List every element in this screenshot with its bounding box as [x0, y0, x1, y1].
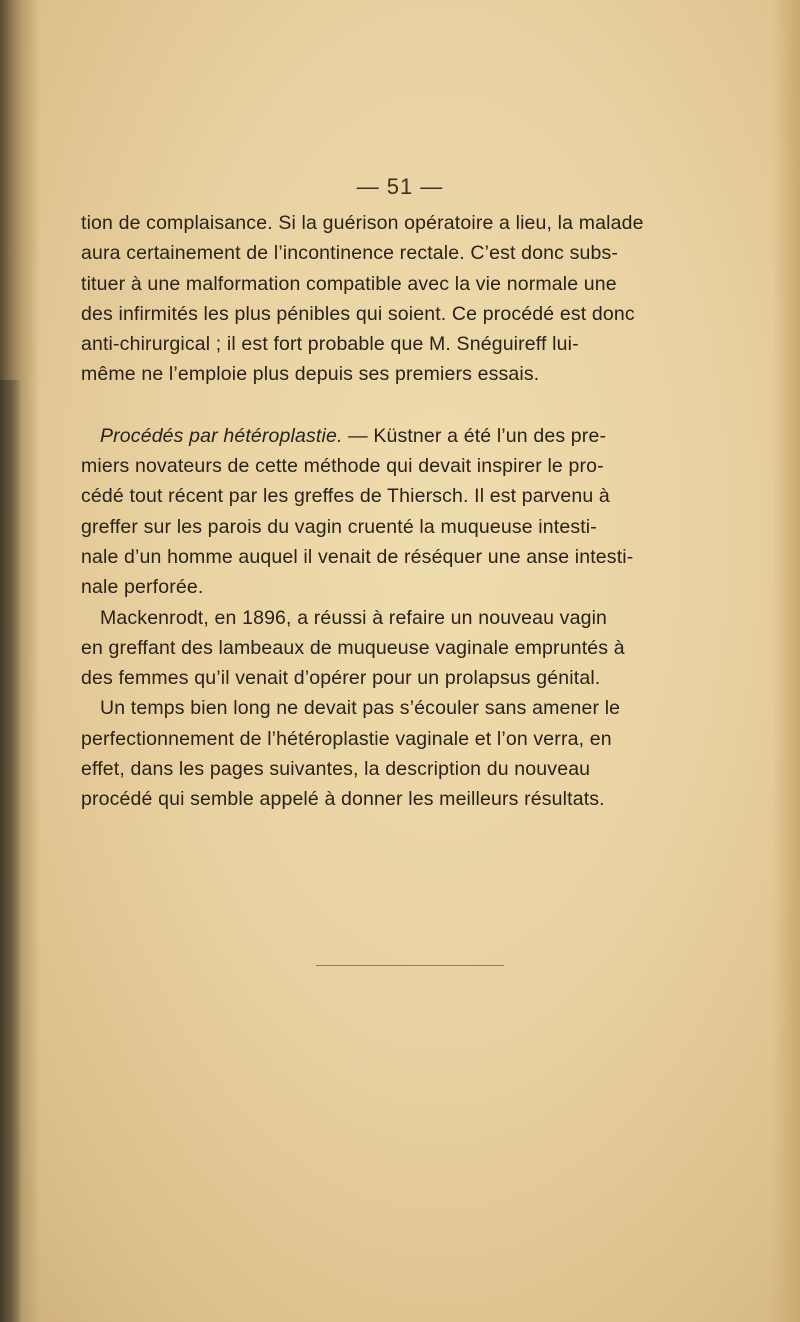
text-line: greffer sur les parois du vagin cruenté la muqueuse intesti-	[81, 515, 597, 538]
paragraph-1	[81, 208, 721, 390]
body-text	[81, 208, 721, 815]
text-line: tion de complaisance. Si la guérison opératoire a lieu, la malade	[81, 212, 644, 234]
text-line: nale d’un homme auquel il venait de réséquer une anse intesti-	[81, 545, 634, 568]
text-line: anti-chirurgical ; il est fort probable que M. Snéguireff lui-	[81, 333, 579, 356]
section-heading: Procédés par hétéroplastie.	[100, 424, 343, 447]
text-line: même ne l’emploie plus depuis ses premiers essais.	[81, 363, 540, 386]
text-line: en greffant des lambeaux de muqueuse vaginale empruntés à	[81, 636, 625, 659]
text-line: effet, dans les pages suivantes, la description du nouveau	[81, 758, 591, 781]
section-divider-rule	[316, 965, 504, 966]
text-line: Un temps bien long ne devait pas s’écouler sans amener le	[100, 697, 621, 720]
text-line: nale perforée.	[81, 576, 204, 599]
text-line: miers novateurs de cette méthode qui devait inspirer le pro-	[81, 455, 604, 478]
text-line: Mackenrodt, en 1896, a réussi à refaire un nouveau vagin	[100, 606, 608, 629]
text-line: cédé tout récent par les greffes de Thiersch. Il est parvenu à	[81, 485, 610, 508]
text-line: des femmes qu’il venait d’opérer pour un prolapsus génital.	[81, 667, 601, 690]
text-line: perfectionnement de l’hétéroplastie vaginale et l’on verra, en	[81, 727, 612, 750]
text-line: procédé qui semble appelé à donner les meilleurs résultats.	[81, 788, 605, 811]
text-line: des infirmités les plus pénibles qui soient. Ce procédé est donc	[81, 302, 635, 325]
text-line: aura certainement de l’incontinence rectale. C’est donc subs-	[81, 242, 619, 265]
paragraph-3	[81, 603, 721, 694]
paragraph-2	[81, 421, 721, 603]
page-number: — 51 —	[356, 174, 444, 199]
text-line: — Küstner a été l’un des pre-	[342, 424, 607, 447]
paragraph-4	[81, 693, 721, 814]
text-line: tituer à une malformation compatible avec la vie normale une	[81, 272, 617, 295]
